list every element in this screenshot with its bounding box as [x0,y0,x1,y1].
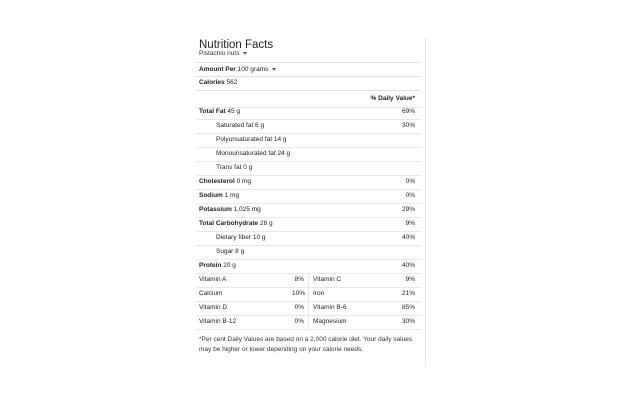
nutrient-name: Monounsaturated fat [216,150,276,157]
vitamin-name: Calcium [199,290,223,297]
nutrient-amount: 24 g [277,150,291,157]
nutrient-pct: 9% [405,220,415,227]
nutrient-amount: 28 g [259,220,273,227]
nutrient-pct: 69% [401,108,415,115]
nutrition-facts-card [196,38,426,366]
nutrient-name: Sugar [216,248,234,255]
nutrient-pct: 0% [405,178,415,185]
food-name: Pistachio nuts [199,50,240,57]
vitamin-name: Vitamin D [199,304,228,311]
nutrient-row-potassium [196,203,421,218]
nutrient-name: Dietary fiber [216,234,252,241]
vitamin-pct: 30% [401,318,415,325]
divider [308,301,309,315]
nutrient-amount: 14 g [273,136,287,143]
food-selector[interactable] [199,50,247,57]
divider [308,315,309,329]
vitamin-pct: 0% [294,304,304,311]
vitamin-name: Vitamin C [313,276,342,283]
nutrient-amount: 6 g [255,122,265,129]
nutrient-name: Protein [199,262,222,269]
vitamin-pct: 8% [294,276,304,283]
nutrient-amount: 8 g [235,248,245,255]
calories-label: Calories [199,79,225,86]
vitamin-pct: 85% [401,304,415,311]
nutrient-name: Sodium [199,192,223,199]
nutrient-amount: 10 g [252,234,266,241]
nutrient-row-trans-fat [196,161,421,176]
vitamin-name: Iron [313,290,325,297]
chevron-down-icon[interactable] [243,52,247,55]
nutrient-name: Potassium [199,206,232,213]
nutrient-row-total-carbohydrate [196,217,421,232]
nutrient-amount: 1,025 mg [233,206,261,213]
nutrient-pct: 40% [401,234,415,241]
nutrient-row-saturated-fat [196,119,421,134]
vitamin-row [196,315,421,330]
nutrient-row-protein [196,259,421,274]
nutrient-pct: 0% [405,192,415,199]
serving-size-selector[interactable] [196,63,421,76]
nutrient-pct: 29% [401,206,415,213]
vitamin-row [196,273,421,288]
vitamin-pct: 10% [292,290,306,297]
chevron-down-icon[interactable] [272,68,276,71]
vitamin-row [196,301,421,316]
nutrition-title: Nutrition Facts [199,39,274,51]
nutrient-row-total-fat [196,105,421,120]
nutrient-row-sugar [196,245,421,260]
divider [308,287,309,301]
nutrient-name: Total Fat [199,108,226,115]
nutrient-row-polyunsaturated-fat [196,133,421,148]
vitamin-pct: 9% [405,276,415,283]
nutrient-pct: 30% [401,122,415,129]
nutrient-amount: 45 g [227,108,241,115]
divider [308,273,309,287]
calories-row [196,76,421,91]
vitamin-name: Vitamin A [199,276,227,283]
nutrient-name: Saturated fat [216,122,254,129]
nutrient-name: Total Carbohydrate [199,220,259,227]
nutrient-name: Trans fat [216,164,242,171]
vitamin-name: Vitamin B-12 [199,318,237,325]
vitamin-name: Magnesium [313,318,347,325]
nutrient-name: Polyunsaturated fat [216,136,273,143]
nutrient-row-monounsaturated-fat [196,147,421,162]
daily-value-footnote: *Per cent Daily Values are based on a 2,000 calorie diet. Your daily values may be higher or lower depending on your calorie needs. [199,336,413,353]
amount-per-label: Amount Per [199,66,236,73]
vitamin-pct: 0% [294,318,304,325]
nutrient-name: Cholesterol [199,178,235,185]
calories-value: 562 [226,79,238,86]
nutrient-amount: 20 g [223,262,236,269]
nutrient-amount: 0 mg [236,178,252,185]
nutrient-amount: 1 mg [224,192,240,199]
nutrient-amount: 0 g [243,164,253,171]
nutrient-row-dietary-fiber [196,231,421,246]
nutrient-pct: 40% [401,262,415,269]
vitamin-pct: 21% [401,290,415,297]
vitamin-row [196,287,421,302]
amount-value: 100 grams [237,66,269,73]
nutrient-row-sodium [196,189,421,204]
vitamin-name: Vitamin B-6 [313,304,347,311]
nutrient-row-cholesterol [196,175,421,190]
daily-value-header: % Daily Value* [370,95,415,102]
